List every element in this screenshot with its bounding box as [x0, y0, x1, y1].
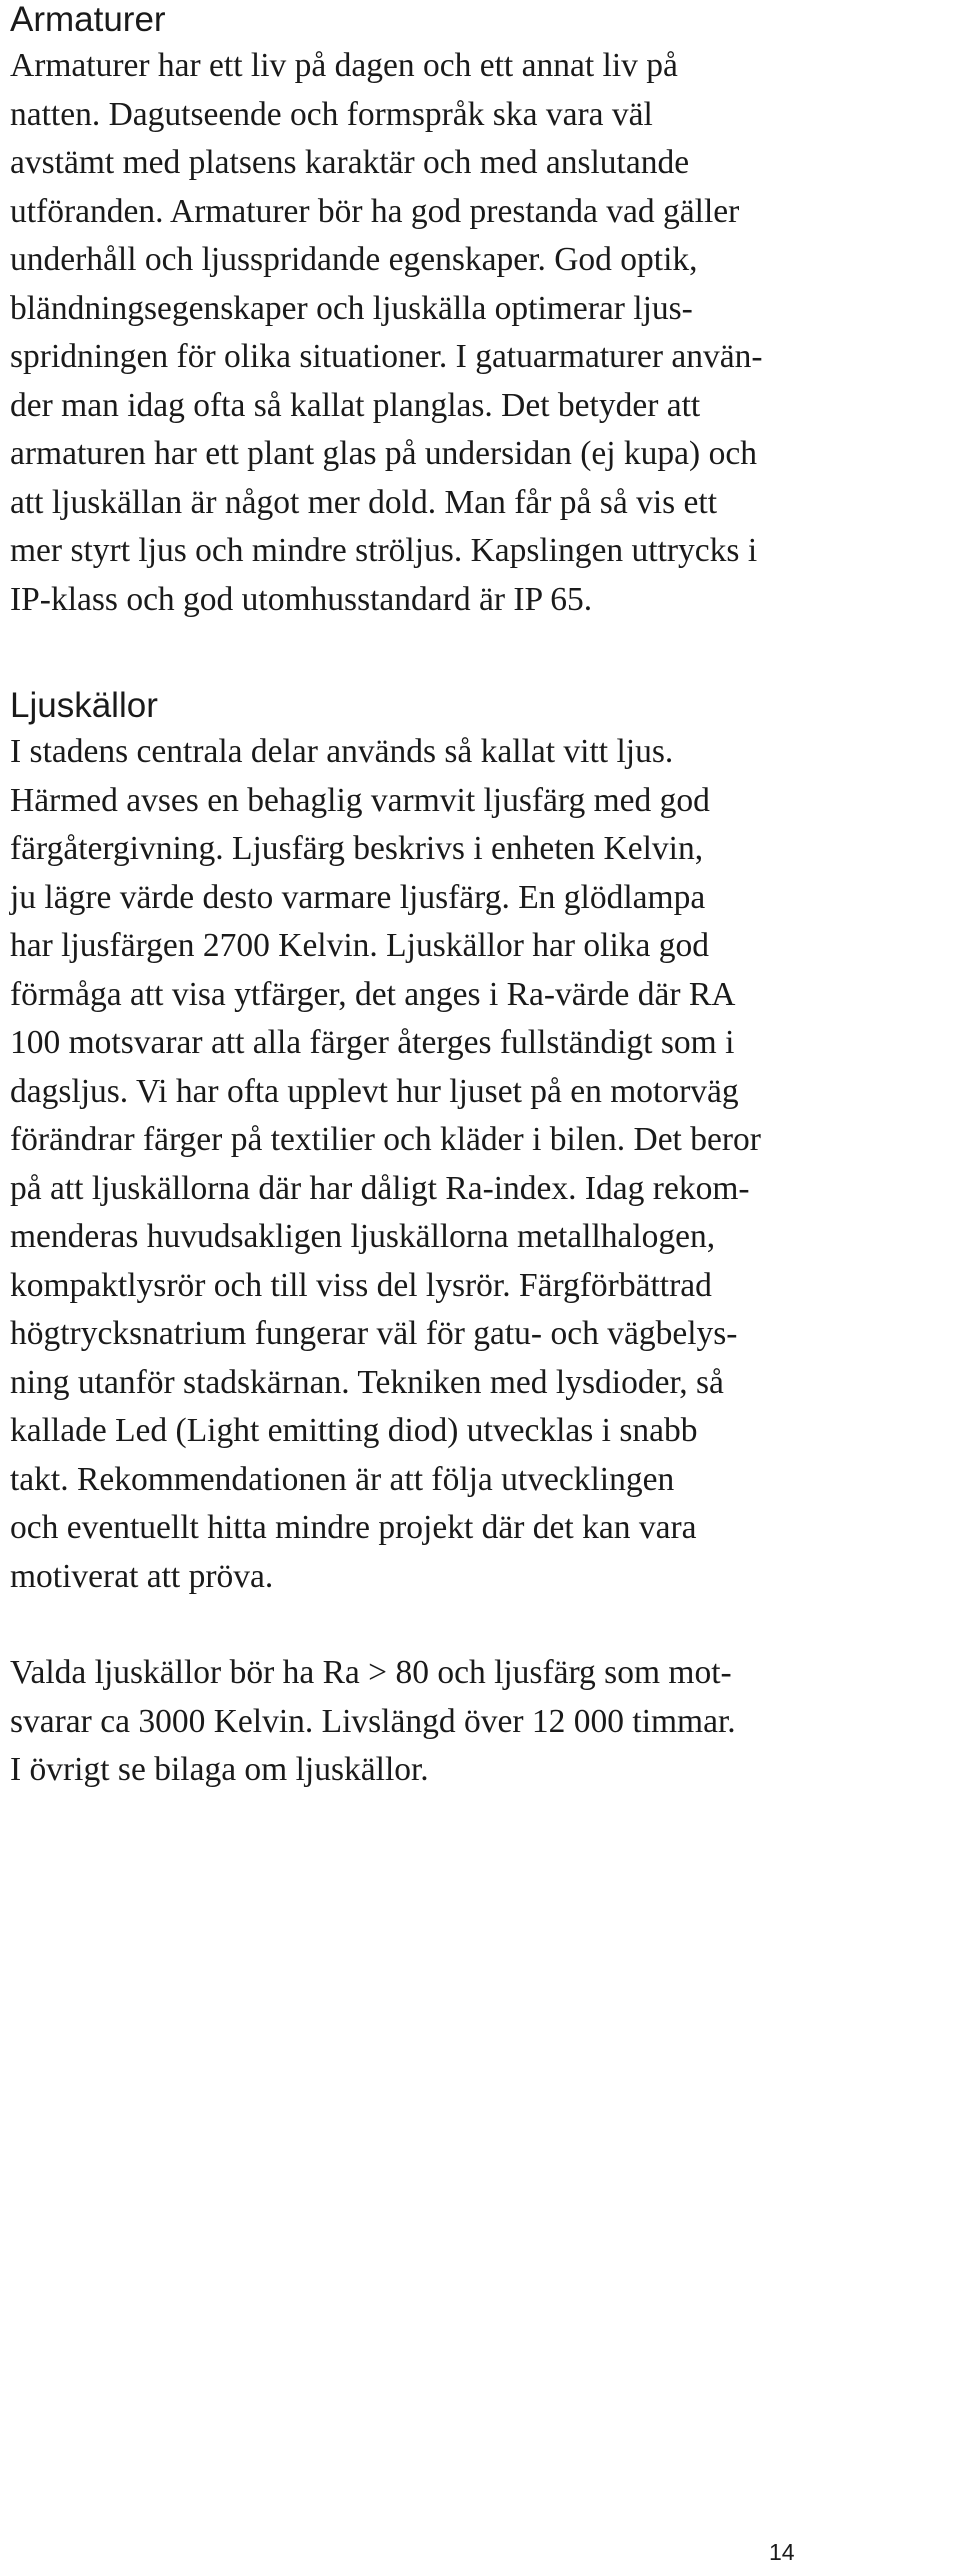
text-line: Valda ljuskällor bör ha Ra > 80 och ljusfärg som mot- [10, 1654, 732, 1691]
text-line: Armaturer har ett liv på dagen och ett annat liv på [10, 47, 678, 84]
text-line: spridningen för olika situationer. I gatuarmaturer använ- [10, 338, 763, 375]
text-line: motiverat att pröva. [10, 1557, 274, 1595]
text-line: I övrigt se bilaga om ljuskällor. [10, 1751, 429, 1788]
text-line: bländningsegenskaper och ljuskälla optimerar ljus- [10, 289, 693, 327]
text-line: mer styrt ljus och mindre ströljus. Kapslingen uttrycks i [10, 532, 758, 569]
text-line: Härmed avses en behaglig varmvit ljusfärg med god [10, 781, 710, 819]
text-line: ning utanför stadskärnan. Tekniken med lysdioder, så [10, 1363, 724, 1401]
text-line: takt. Rekommendationen är att följa utvecklingen [10, 1460, 675, 1498]
text-line: förändrar färger på textilier och kläder i bilen. Det beror [10, 1121, 761, 1158]
text-line: utföranden. Armaturer bör ha god prestanda vad gäller [10, 192, 740, 230]
text-line: avstämt med platsens karaktär och med anslutande [10, 144, 690, 181]
text-line: på att ljuskällorna där har dåligt Ra-index. Idag rekom- [10, 1169, 750, 1207]
paragraph-ljuskallor [10, 728, 935, 1601]
text-line: kompaktlysrör och till viss del lysrör. Färgförbättrad [10, 1266, 712, 1304]
text-line: förmåga att visa ytfärger, det anges i Ra-värde där RA [10, 975, 736, 1013]
text-line: kallade Led (Light emitting diod) utvecklas i snabb [10, 1412, 698, 1449]
text-line: att ljuskällan är något mer dold. Man får på så vis ett [10, 483, 718, 521]
text-line: underhåll och ljusspridande egenskaper. God optik, [10, 241, 698, 278]
text-line: färgåtergivning. Ljusfärg beskrivs i enheten Kelvin, [10, 830, 704, 867]
section-ljuskallor [10, 684, 935, 1795]
text-line: svarar ca 3000 Kelvin. Livslängd över 12 000 timmar. [10, 1702, 736, 1740]
text-line: dagsljus. Vi har ofta upplevt hur ljuset på en motorväg [10, 1072, 739, 1110]
text-line: och eventuellt hitta mindre projekt där det kan vara [10, 1509, 697, 1546]
text-line: der man idag ofta så kallat planglas. Det betyder att [10, 386, 701, 424]
page-number: 14 [769, 2539, 795, 2565]
paragraph-recommendation [10, 1649, 935, 1795]
text-line: natten. Dagutseende och formspråk ska vara väl [10, 95, 653, 133]
section-heading-ljuskallor: Ljuskällor [10, 686, 158, 725]
text-line: IP-klass och god utomhusstandard är IP 65. [10, 580, 593, 618]
text-line: högtrycksnatrium fungerar väl för gatu- och vägbelys- [10, 1315, 738, 1352]
paragraph-spacer [10, 1601, 935, 1649]
text-line: I stadens centrala delar används så kallat vitt ljus. [10, 733, 674, 770]
text-line: 100 motsvarar att alla färger återges fullständigt som i [10, 1024, 735, 1061]
text-line: har ljusfärgen 2700 Kelvin. Ljuskällor har olika god [10, 927, 710, 964]
text-line: menderas huvudsakligen ljuskällorna metallhalogen, [10, 1218, 716, 1255]
paragraph-armaturer [10, 42, 935, 624]
section-armaturer [10, 0, 935, 624]
text-line: ju lägre värde desto varmare ljusfärg. En glödlampa [10, 878, 706, 916]
text-line: armaturen har ett plant glas på undersidan (ej kupa) och [10, 435, 757, 472]
page-content [10, 0, 935, 1795]
section-heading-armaturer: Armaturer [10, 0, 166, 39]
